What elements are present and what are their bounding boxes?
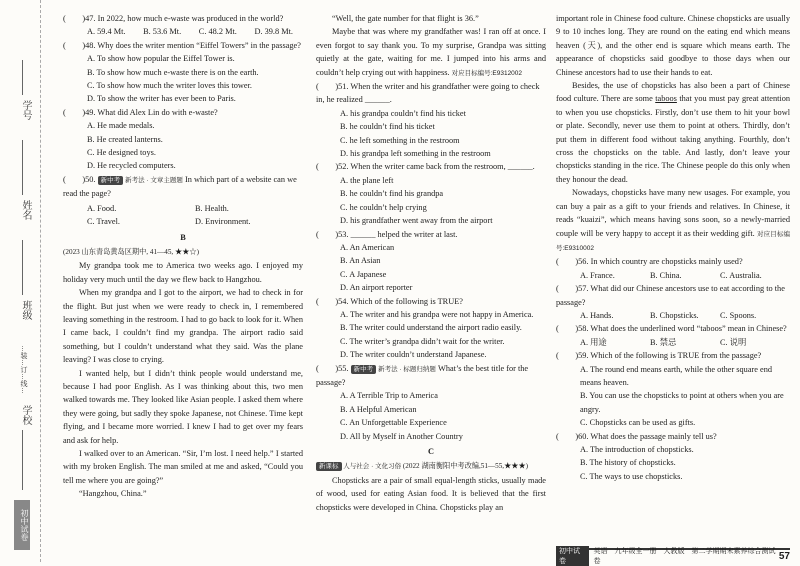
option-a: A. 59.4 Mt. (87, 27, 126, 37)
option-b: B. Health. (195, 203, 229, 213)
option-d: D. To show the writer has ever been to Paris. (87, 94, 236, 104)
passage-paragraph: When my grandpa and I got to the airport, we had to check in for the flight. But just when we were ready to check in, I remembered leaving something in the restroom. I had to go back to look for it. When I came back, I couldn’t find my grandpa. The airport radio said something, but I couldn’t understand what they said. Was the plane leaving? I was close to crying. (63, 288, 303, 365)
answer-paren[interactable]: ( ) (556, 324, 579, 334)
curriculum-tag: 新课标 (316, 462, 342, 471)
option-b: B. China. (650, 270, 682, 280)
question-52 (316, 160, 546, 227)
answer-paren[interactable]: ( ) (556, 257, 579, 267)
option-d: D. Environment. (195, 217, 251, 227)
option-a: A. his grandpa couldn’t find his ticket (340, 108, 466, 118)
option-d: D. An airport reporter (340, 283, 413, 293)
option-a: A. A Terrible Trip to America (340, 391, 438, 401)
option-a: A. the plane left (340, 175, 394, 185)
seal-line-text: …装…订…线… (20, 345, 27, 394)
option-d: D. He recycled computers. (87, 161, 176, 171)
name-label: 姓名 (20, 200, 31, 220)
question-stem: 47. In 2022, how much e-waste was produced in the world? (85, 14, 284, 23)
question-stem: 56. In which country are chopsticks mainly used? (578, 257, 743, 267)
option-a: A. The introduction of chopsticks. (580, 445, 694, 454)
option-a: A. France. (580, 270, 615, 280)
option-d: D. his grandpa left something in the restroom (340, 149, 491, 159)
question-59 (556, 349, 790, 429)
option-a: A. 用途 (580, 337, 607, 347)
question-49 (63, 106, 303, 173)
option-a: A. The round end means earth, while the other square end means heaven. (580, 364, 772, 387)
source-text: (2022 湖南衡阳中考改编,51—55,★★★) (402, 462, 529, 471)
passage-paragraph: “Hangzhou, China.” (79, 489, 147, 499)
question-stem: 54. Which of the following is TRUE? (338, 296, 463, 306)
theme-tag: 人与社会 · 文化习俗 (343, 463, 402, 471)
option-b: B. 53.6 Mt. (143, 27, 182, 37)
option-c: C. A Japanese (340, 269, 387, 279)
underlined-word: taboos (655, 94, 677, 104)
question-stem: What’s the best title for the passage? (316, 363, 529, 387)
option-b: B. 禁忌 (650, 337, 677, 347)
passage-source: (2023 山东青岛黄岛区期中, 41—45, ★★☆) (63, 247, 199, 256)
option-a: A. An American (340, 242, 395, 252)
option-b: B. he couldn’t find his ticket (340, 122, 435, 132)
question-47 (63, 12, 303, 39)
answer-paren[interactable]: ( ) (316, 363, 339, 373)
paragraph-text: Maybe that was where my grandfather was! I ran off at once. I even forgot to say thank you. To my surprise, Grandpa was sitting quietly at the gate, waiting for me. I jumped into his arms and couldn’t help crying out with happiness. (316, 27, 546, 77)
question-51 (316, 80, 546, 160)
answer-paren[interactable]: ( ) (556, 431, 579, 441)
question-number: 50. (85, 174, 96, 184)
option-c: C. he left something in the restroom (340, 135, 460, 145)
option-c: C. Travel. (87, 217, 120, 227)
question-stem: 60. What does the passage mainly tell us? (578, 431, 717, 441)
passage-paragraph: I walked over to an American. “Sir, I’m lost. I need help.” I started with my broken English. The man smiled at me and asked, “Could you tell me where you are going?” (63, 449, 303, 485)
question-stem: 52. When the writer came back from the restroom, ______. (338, 162, 535, 172)
target-ref-code: 对应目标编号:E9312002 (451, 69, 523, 77)
option-c: C. 48.2 Mt. (198, 27, 237, 37)
option-a: A. Food. (87, 203, 117, 213)
option-b: B. The writer could understand the airport radio easily. (340, 323, 522, 333)
option-b: B. A Helpful American (340, 404, 417, 414)
question-57 (556, 282, 790, 322)
column-3 (556, 12, 790, 483)
option-a: A. Hands. (580, 310, 614, 320)
question-54 (316, 295, 546, 362)
option-b: B. he couldn’t find his grandpa (340, 189, 444, 199)
option-b: B. He created lanterns. (87, 134, 163, 144)
footer-series-label: 初中试卷 (556, 546, 589, 566)
option-c: C. Australia. (720, 270, 762, 280)
answer-paren[interactable]: ( ) (316, 296, 339, 306)
option-b: B. The history of chopsticks. (580, 458, 676, 468)
option-d: D. All by Myself in Another Country (340, 431, 463, 441)
passage-source (316, 460, 546, 473)
method-tag: 新考法 · 文章主题题 (125, 176, 183, 184)
question-stem: 58. What does the underlined word “taboos” mean in Chinese? (578, 324, 787, 334)
question-stem: 51. When the writer and his grandfather were going to check in, he realized ______. (316, 82, 540, 105)
footer-text: 英语 九年级全一册 人教版 第二学期期末素养综合测试卷 (593, 548, 776, 565)
school-label: 学校 (20, 405, 31, 425)
question-58 (556, 322, 790, 349)
binding-margin (0, 0, 41, 562)
option-a: A. He made medals. (87, 121, 155, 131)
question-stem: 48. Why does the writer mention “Eiffel Towers” in the passage? (85, 40, 301, 50)
answer-paren[interactable]: ( ) (556, 284, 579, 294)
paragraph-text: Nowadays, chopsticks have many new usages. For example, you can buy a pair as a gift to your friends and relatives. In Chinese, it reads “kuaizi”, which means having sons soon, so a newly-married couple will be very happy to accept it as their wedding gift. (556, 188, 790, 238)
option-d: D. The writer couldn’t understand Japanese. (340, 350, 487, 360)
answer-paren[interactable]: ( ) (316, 82, 339, 92)
question-60 (556, 430, 790, 484)
answer-paren[interactable]: ( ) (63, 40, 86, 50)
question-stem: 53. ______ helped the writer at last. (338, 229, 458, 239)
passage-paragraph: important role in Chinese food culture. Chinese chopsticks are usually 9 to 10 inches long. They are round on the eating end which means heaven (天), and the other end is square which means earth. The appearance of chopsticks said goodbye to those days when our Chinese ancestors had to use their hands to eat. (556, 14, 790, 77)
passage-paragraph (316, 25, 546, 80)
option-c: C. 说明 (720, 337, 747, 347)
option-c: C. The ways to use chopsticks. (580, 471, 683, 481)
question-stem: 49. What did Alex Lin do with e-waste? (85, 107, 218, 117)
option-d: D. 39.8 Mt. (254, 27, 293, 37)
option-c: C. Spoons. (720, 310, 757, 320)
method-tag: 新考法 · 标题归纳题 (378, 365, 436, 373)
series-logo: 初中试卷 (14, 500, 30, 550)
question-56 (556, 255, 790, 282)
question-stem: 59. Which of the following is TRUE from the passage? (578, 351, 762, 361)
answer-paren[interactable]: ( ) (556, 351, 579, 361)
option-b: B. An Asian (340, 256, 381, 266)
section-heading-b: B (180, 232, 186, 242)
answer-paren[interactable]: ( ) (316, 162, 339, 172)
fill-line (22, 240, 23, 295)
new-exam-tag: 新中考 (98, 176, 124, 185)
fill-line (22, 60, 23, 95)
column-1 (63, 12, 303, 501)
passage-paragraph: My grandpa took me to America two weeks ago. I enjoyed my holiday very much until the day we flew back to Hangzhou. (63, 261, 303, 284)
class-label: 班级 (20, 300, 31, 320)
fill-line (22, 430, 23, 490)
new-exam-tag: 新中考 (351, 365, 377, 374)
column-2 (316, 12, 546, 514)
option-b: B. Chopsticks. (650, 310, 699, 320)
question-stem: 57. What did our Chinese ancestors use to eat according to the passage? (556, 284, 785, 307)
option-a: A. To show how popular the Eiffel Tower is. (87, 54, 235, 64)
option-c: C. An Unforgettable Experience (340, 418, 447, 428)
question-50 (63, 173, 303, 229)
question-stem: In which part of a website can we read the page? (63, 174, 297, 199)
passage-paragraph: “Well, the gate number for that flight is 36.” (332, 14, 479, 23)
option-b: B. To show how much e-waste there is on the earth. (87, 67, 259, 77)
option-b: B. You can use the chopsticks to point at others when you are angry. (580, 391, 784, 414)
passage-paragraph: I wanted help, but I didn’t think people would understand me, because I had poor English. As I was thinking about this, two men walked towards me. They looked like Asian people. I asked them where they were going, but sadly they spoke Japanese, not Chinese. Time kept flying, and I became more worried. I knew I had to get over my fears and ask for help. (63, 368, 303, 445)
passage-paragraph: Besides, the use of chopsticks has also been a part of Chinese food culture. There are some taboos that you must pay great attention to when you use chopsticks. Firstly, don’t use them to hit your bowl or plate. Secondly, never use them to point at others. Thirdly, don’t put them in different food without taking anything. Fourthly, don’t cross the chopsticks on the table. And lastly, don’t leave your chopsticks standing in the rice. The Chinese people do this only when they honour the dead. (556, 81, 791, 184)
student-id-label: 学号 (20, 100, 31, 120)
option-d: D. his grandfather went away from the airport (340, 216, 493, 226)
page-number: 57 (778, 550, 790, 562)
option-c: C. He designed toys. (87, 148, 156, 158)
question-number: 55. (338, 363, 349, 373)
passage-paragraph (556, 186, 790, 255)
question-55 (316, 362, 546, 443)
option-c: C. The writer’s grandpa didn’t wait for the writer. (340, 336, 505, 346)
target-ref-code: 对应目标编号:E9310002 (556, 230, 790, 252)
option-c: C. he couldn’t help crying (340, 202, 427, 212)
answer-paren[interactable]: ( ) (63, 14, 86, 23)
option-c: C. To show how much the writer loves this tower. (87, 81, 252, 91)
question-48 (63, 39, 303, 106)
option-c: C. Chopsticks can be used as gifts. (580, 418, 696, 428)
page-footer (556, 548, 790, 565)
answer-paren[interactable]: ( ) (63, 174, 86, 184)
passage-paragraph: Chopsticks are a pair of small equal-length sticks, usually made of wood, used for eating Asian food. It is believed that the first chopsticks were developed in China. Chopsticks play an (316, 475, 546, 512)
fill-line (22, 140, 23, 195)
answer-paren[interactable]: ( ) (63, 107, 86, 117)
answer-paren[interactable]: ( ) (316, 229, 339, 239)
option-a: A. The writer and his grandpa were not happy in America. (340, 309, 534, 319)
question-53 (316, 228, 546, 295)
section-heading-c: C (428, 447, 434, 456)
